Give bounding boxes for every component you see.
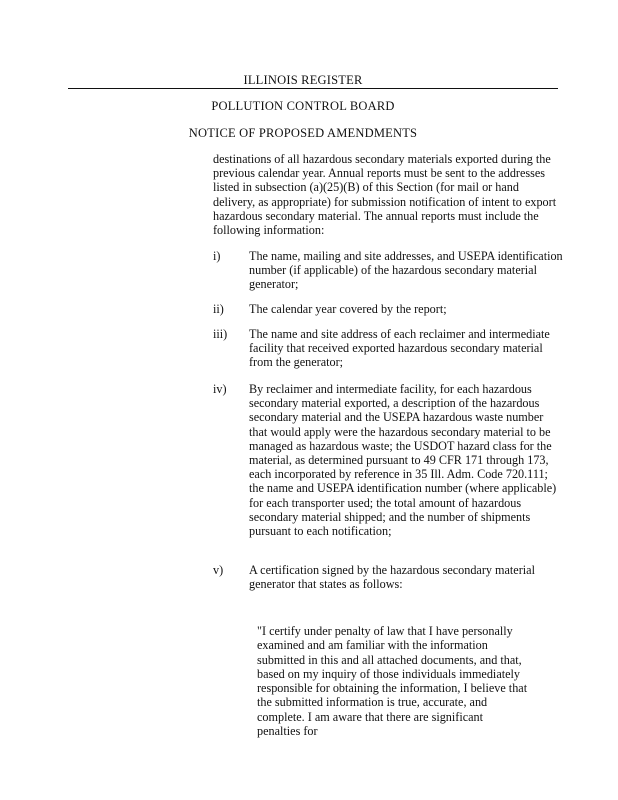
notice-title: NOTICE OF PROPOSED AMENDMENTS <box>188 126 418 140</box>
item-text: A certification signed by the hazardous secondary material generator that states as follows: <box>249 563 535 592</box>
item-text: The name and site address of each reclaimer and intermediate facility that received exported hazardous secondary material from the generator; <box>249 327 550 370</box>
register-title: ILLINOIS REGISTER <box>243 73 363 87</box>
certification-quote: "I certify under penalty of law that I have personally examined and am familiar with the information submitted in this and all attached documents, and that, based on my inquiry of those individuals immediately responsible for obtaining the information, I believe that the submitted information is true, accurate, and complete. I am aware that there are significant penalties for <box>257 624 528 739</box>
item-text: The name, mailing and site addresses, and USEPA identification number (if applicable) of the hazardous secondary material generator; <box>249 249 563 292</box>
item-number: i) <box>213 249 221 263</box>
item-text: By reclaimer and intermediate facility, for each hazardous secondary material exported, a description of the hazardous secondary material and the USEPA hazardous waste number that would apply were the hazardous secondary material to be managed as hazardous waste; the USDOT hazard class for the material, as determined pursuant to 49 CFR 171 through 173, each incorporated by reference in 35 Ill. Adm. Code 720.111; the name and USEPA identification number (where applicable) for each transporter used; the total amount of hazardous secondary material shipped; and the number of shipments pursuant to each notification; <box>249 382 557 539</box>
board-title: POLLUTION CONTROL BOARD <box>211 99 395 113</box>
item-number: ii) <box>213 302 224 316</box>
item-text: The calendar year covered by the report; <box>249 302 447 316</box>
item-number: v) <box>213 563 224 577</box>
item-number: iv) <box>213 382 227 396</box>
item-number: iii) <box>213 327 228 341</box>
intro-paragraph: destinations of all hazardous secondary materials exported during the previous calendar year. Annual reports must be sent to the addresses listed in subsection (a)(25)(B) of this Section (for mail or hand delivery, as appropriate) for submission notification of intent to export hazardous secondary material. The annual reports must include the following information: <box>213 152 557 238</box>
header-rule <box>68 88 558 89</box>
